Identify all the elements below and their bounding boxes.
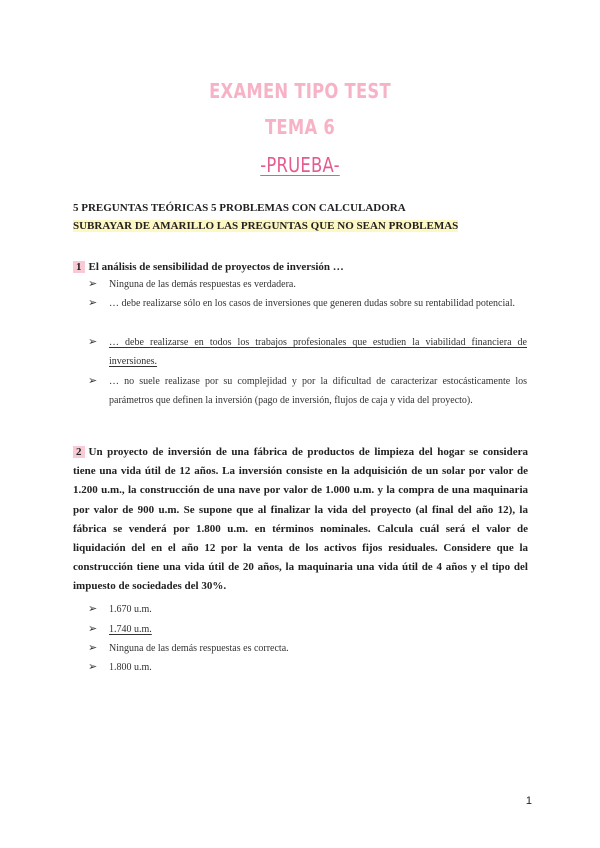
question-number: 1	[73, 261, 85, 273]
question-number: 2	[73, 446, 85, 458]
answer-option-text: … debe realizarse en todos los trabajos profesionales que estudien la viabilidad financiera de inversiones.	[109, 337, 527, 368]
arrow-bullet-icon: ➢	[88, 603, 98, 615]
answer-option-underlined[interactable]	[88, 333, 527, 371]
arrow-bullet-icon: ➢	[88, 375, 98, 387]
answer-option-text: 1.800 u.m.	[109, 662, 152, 673]
answer-option-text: … debe realizarse sólo en los casos de inversiones que generen dudas sobre su rentabilidad potencial.	[109, 298, 515, 309]
page-number: 1	[525, 795, 532, 807]
answer-option[interactable]	[88, 294, 527, 313]
answer-option-underlined[interactable]	[88, 620, 527, 639]
answer-option[interactable]	[88, 658, 527, 677]
arrow-bullet-icon: ➢	[88, 297, 98, 309]
answer-option[interactable]	[88, 372, 527, 410]
test-subtitle-text: -PRUEBA-	[260, 153, 340, 177]
arrow-bullet-icon: ➢	[88, 642, 98, 654]
instructions-line-2-text: SUBRAYAR DE AMARILLO LAS PREGUNTAS QUE NO SEAN PROBLEMAS	[73, 220, 459, 232]
test-subtitle	[54, 153, 546, 177]
answer-option-text: 1.670 u.m.	[109, 604, 152, 615]
arrow-bullet-icon: ➢	[88, 336, 98, 348]
answer-option[interactable]	[88, 275, 527, 294]
exam-title: EXAMEN TIPO TEST	[209, 79, 391, 103]
answer-option-text: Ninguna de las demás respuestas es verdadera.	[109, 279, 296, 290]
instructions-line-2	[73, 220, 458, 232]
answer-option-text: Ninguna de las demás respuestas es correcta.	[109, 643, 289, 654]
arrow-bullet-icon: ➢	[88, 278, 98, 290]
arrow-bullet-icon: ➢	[88, 623, 98, 635]
answer-option[interactable]	[88, 600, 527, 619]
instructions-line-1: 5 PREGUNTAS TEÓRICAS 5 PROBLEMAS CON CALCULADORA	[73, 202, 406, 214]
topic-title: TEMA 6	[264, 115, 336, 139]
question-text: El análisis de sensibilidad de proyectos de inversión …	[88, 261, 344, 273]
answer-option-text: … no suele realizase por su complejidad y por la dificultad de caracterizar estocásticamente los parámetros que definen la inversión (pago de inversión, flujos de caja y vida del proyecto).	[109, 376, 527, 407]
question-2	[73, 443, 528, 597]
question-text: Un proyecto de inversión de una fábrica de productos de limpieza del hogar se considera tiene una vida útil de 12 años. La inversión consiste en la adquisición de un solar por valor de 1.200 u.m., la construcción de una nave por valor de 1.000 u.m. y la compra de una maquinaria por valor de 900 u.m. Se supone que al finalizar la vida del proyecto (al final del año 12), la fábrica se venderá por 1.800 u.m. en términos nominales. Calcula cuál será el valor de liquidación del en el año 12 por la venta de los activos fijos residuales. Considere que la construcción tiene una vida útil de 20 años, la maquinaria una vida útil de 4 años y el tipo del impuesto de sociedades del 30%.	[73, 446, 528, 593]
answer-option-text: 1.740 u.m.	[109, 624, 152, 635]
answer-option[interactable]	[88, 639, 527, 658]
arrow-bullet-icon: ➢	[88, 661, 98, 673]
